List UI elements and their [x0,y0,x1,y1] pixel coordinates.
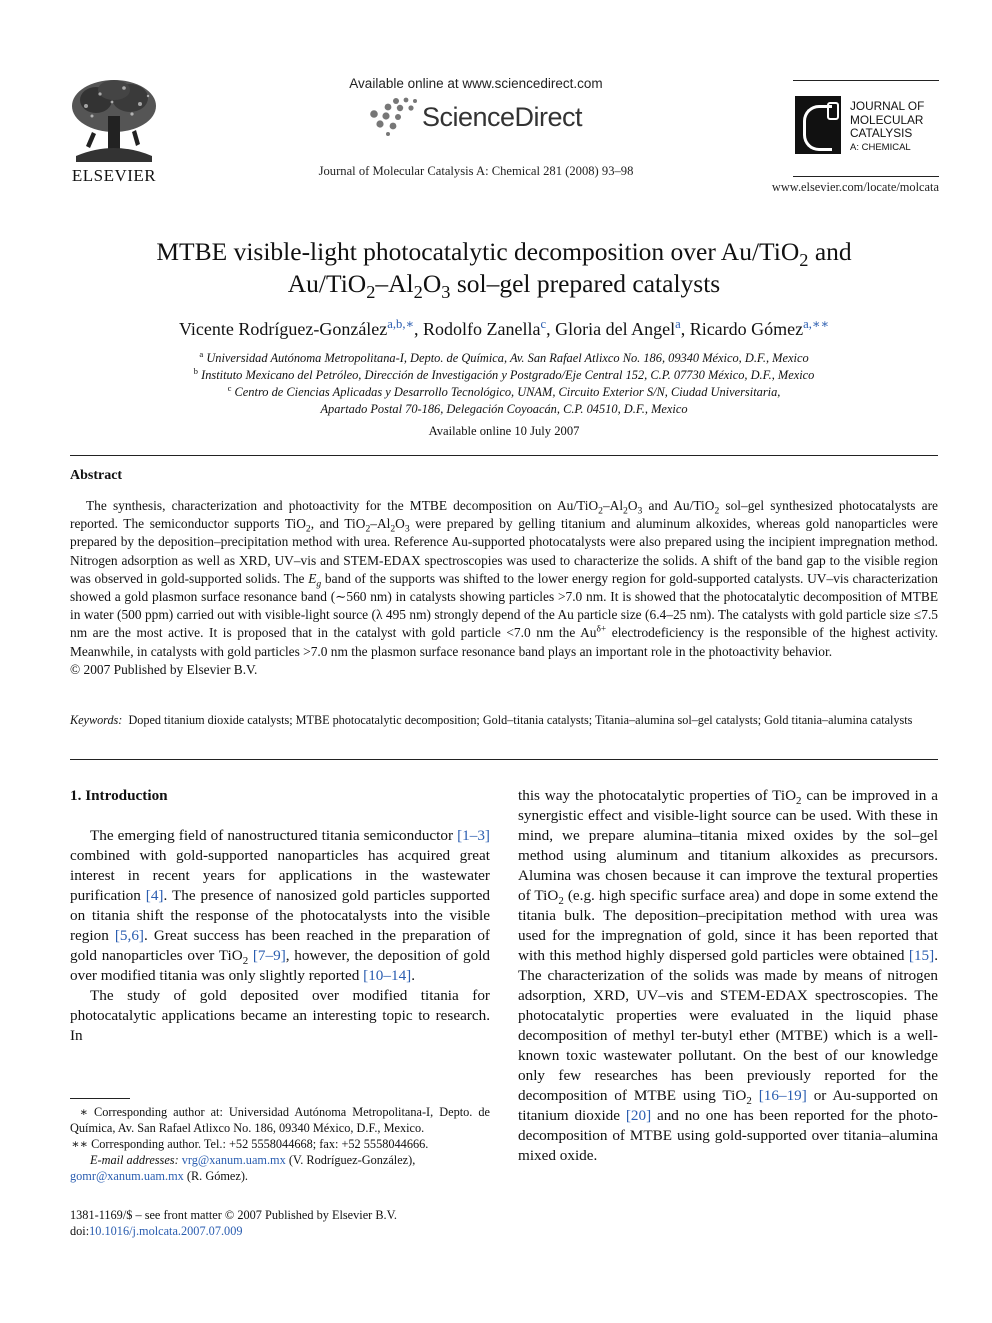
journal-citation: Journal of Molecular Catalysis A: Chemical 281 (2008) 93–98 [318,164,634,178]
copyright: © 2007 Published by Elsevier B.V. [70,661,258,677]
affiliation-b: $^b$ Instituto Mexicano del Petróleo, Dirección de Investigación y Postgrado/Eje Central 152, C.P. 07730 México, D.F., Mexico [193,365,815,382]
citation-link[interactable]: [4] [145,887,164,904]
available-online-date: Available online 10 July 2007 [428,424,580,438]
issn-line: 1381-1169/$ – see front matter © 2007 Published by Elsevier B.V. [70,1208,397,1222]
article-title: MTBE visible-light photocatalytic decomposition over Au/TiO$_2$ and $Au/TiO_2-Al_2O_3$ sol–gel prepared catalysts [156,237,852,303]
footnote-rule [70,1098,130,1099]
journal-logo-line-2: MOLECULAR [850,112,924,127]
email-link[interactable]: vrg@xanum.uam.mx [181,1153,286,1167]
doi-line: doi:10.1016/j.molcata.2007.07.009 [70,1224,243,1238]
intro-paragraph-2: The study of gold deposited over modified titania for photocatalytic applications became an interesting topic to research. In [70,987,490,1044]
author-name[interactable]: Ricardo Gómez [689,319,804,339]
divider [70,759,938,760]
affiliation-c: $^c$ Centro de Ciencias Aplicadas y Desarrollo Tecnológico, UNAM, Circuito Exterior S/N, Ciudad Universitaria, [227,382,781,399]
email-link[interactable]: gomr@xanum.uam.mx [70,1169,184,1183]
available-online-text: Available online at www.sciencedirect.com [349,76,603,91]
journal-logo [793,80,939,180]
journal-emblem-icon [795,96,841,154]
sciencedirect-logo[interactable] [366,96,606,140]
section-heading: 1. Introduction [70,787,168,804]
abstract-heading: Abstract [70,468,123,483]
divider [70,455,938,456]
left-column [70,786,490,1046]
intro-paragraph-continued: this way the photocatalytic properties of TiO$_2$ can be improved in a synergistic effect and visible-light source can be used. With these in mind, we prepare alumina–titania mixed oxides by the sol–gel method using aluminum and titanium alkoxides as precursors. Alumina was chosen because it can improve the textural properties of TiO$_2$ (e.g. high specific surface area) and dope in some extend the titania bulk. The deposition–precipitation method with urea was used for the impregnation of gold, since it has been reported that with this method highly dispersed gold particles were obtained [15]. The characterization of the solids was made by means of nitrogen adsorption, XRD, UV–vis and STEM-EDAX spectroscopies. The photocatalytic properties were evaluated in the liquid phase decomposition of methyl ter-butyl ether (MTBE) which is a well-known toxic wastewater pollutant. On the best of our knowledge only few researches has been previously reported for the decomposition of MTBE using TiO$_2$ [16–19] or Au-supported on titanium dioxide [20] and no one has been reported for the photo-decomposition of MTBE using gold-supported over titania–alumina mixed oxide. [518,787,939,1164]
abstract-body: The synthesis, characterization and photoactivity for the MTBE decomposition on $Au/TiO_2-Al_2O_3$ and Au/TiO$_2$ sol–gel synthesized photocatalysts are reported. The semiconductor supports TiO$_2$, and $TiO_2-Al_2O_3$ were prepared by gelling titanium and aluminum alkoxides, whereas gold nanoparticles were prepared by the deposition–precipitation method with urea. Reference Au-supported photocatalysts were also prepared using the incipient impregnation method. Nitrogen adsorption as well as XRD, UV–vis and STEM-EDAX spectroscopies was used to characterize the solids. A shift of the band gap to the visible region was observed in gold-supported solids. The $E_g$ band of the supports was shifted to the lower energy region for gold-supported catalysts. UV–vis characterization showed a gold plasmon surface resonance band (∼560 nm) in catalysts showing particles >7.0 nm. It is showed that the photocatalytic decomposition of MTBE in water (500 ppm) carried out with visible-light source (λ 495 nm) strongly depend of the Au particle size (6.4–25 nm). The catalysts with gold particle size ≤7.5 nm are the most active. It is proposed that in the catalyst with gold particle <7.0 nm the $Au^{\delta+}$ electrodeficiency is the responsible of the highest activity. Meanwhile, in catalysts with gold particles >7.0 nm the plasmon surface resonance band plays an important role in the photoactivity behavior. © 2007 Published by Elsevier B.V. [70,497,938,679]
journal-url[interactable]: www.elsevier.com/locate/molcata [771,180,939,194]
author-name[interactable]: Gloria del Angel [555,319,676,339]
affiliations [70,350,938,418]
keywords: Keywords: Doped titanium dioxide catalysts; MTBE photocatalytic decomposition; Gold–titania catalysts; Titania–alumina sol–gel catalysts; Gold titania–alumina catalysts [70,713,913,727]
sciencedirect-wordmark: ScienceDirect [422,102,583,132]
intro-paragraph-1: The emerging field of nanostructured titania semiconductor [1–3] combined with gold-supported nanoparticles has acquired great interest in recent years for applications in the wastewater purification [4]. The presence of nanosized gold particles supported on titania shift the response of the photocatalysts into the visible region [5,6]. Great success has been reached in the preparation of gold nanoparticles over TiO$_2$ [7–9], however, the deposition of gold over modified titania was only slightly reported [10–14]. [70,827,491,984]
author-name[interactable]: Rodolfo Zanella [423,319,541,339]
journal-logo-line-3: CATALYSIS [850,126,913,140]
sciencedirect-dots-icon [366,96,422,136]
doi-link[interactable]: 10.1016/j.molcata.2007.07.009 [89,1224,243,1238]
citation-link[interactable]: [7–9] [252,947,286,964]
citation-link[interactable]: [5,6] [114,927,144,944]
affiliation-a: $^a$ Universidad Autónoma Metropolitana-I, Depto. de Química, Av. San Rafael Atlixco No. 186, 09340 México, D.F., Mexico [199,348,809,365]
citation-link[interactable]: [10–14] [363,967,412,984]
author-list: Vicente Rodríguez-González$^{a,b,∗}$, Rodolfo Zanella$^c$, Gloria del Angel$^a$, Ricardo Gómez$^{a,∗∗}$ [178,317,830,339]
affiliation-c-line-2: Apartado Postal 70-186, Delegación Coyoacán, C.P. 04510, D.F., Mexico [320,402,688,416]
citation-link[interactable]: [16–19] [758,1087,807,1104]
journal-logo-line-1: JOURNAL OF [850,99,925,113]
elsevier-wordmark: ELSEVIER [71,166,157,185]
citation-link[interactable]: [1–3] [457,827,490,844]
journal-logo-line-4: A: CHEMICAL [850,141,911,153]
right-column [518,786,938,1166]
citation-link[interactable]: [15] [908,947,935,964]
author-name[interactable]: Vicente Rodríguez-González [178,319,388,339]
citation-link[interactable]: [20] [625,1107,652,1124]
footnotes: ∗ Corresponding author at: Universidad Autónoma Metropolitana-I, Depto. de Química, Av. San Rafael Atlixco No. 186, 09340 México, D.F., Mexico. ∗∗ Corresponding author. Tel.: +52 5558044668; fax: +52 5558044666. E-mail addresses: vrg@xanum.uam.mx (V. Rodríguez-González), gomr@xanum.uam.mx (R. Gómez). [70,1105,490,1183]
